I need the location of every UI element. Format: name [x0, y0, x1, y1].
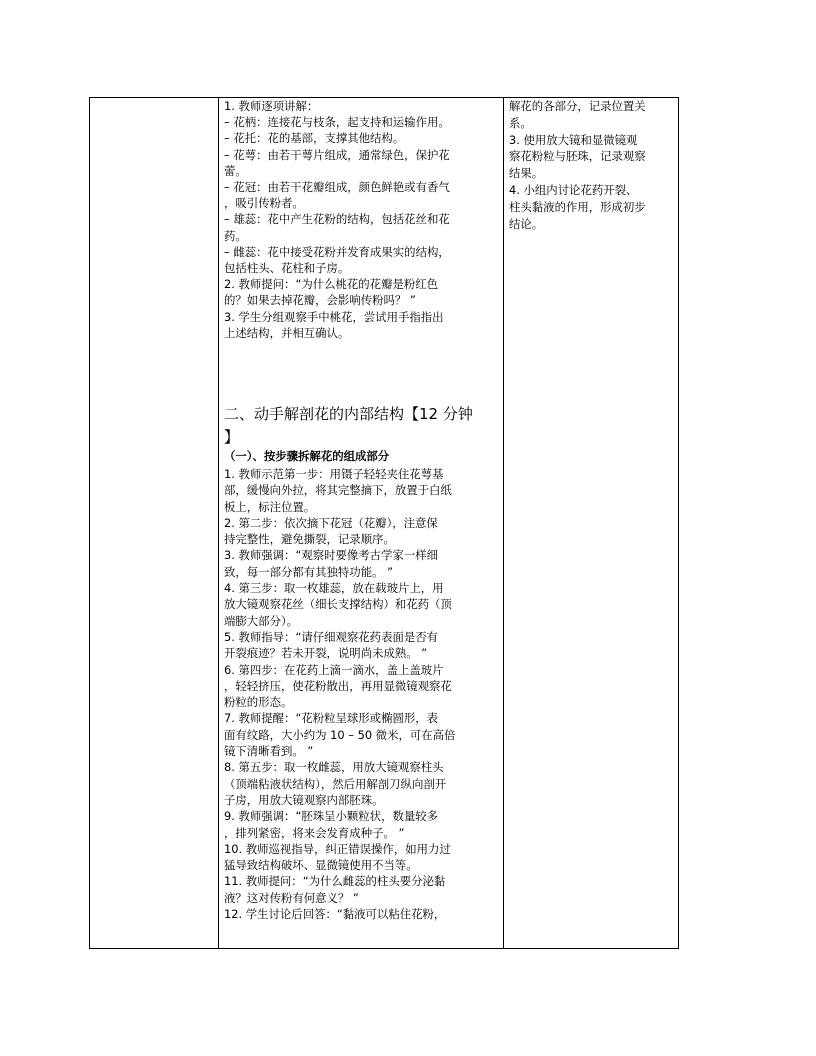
lesson-plan-table [89, 97, 679, 949]
text-line: 10. 教师巡视指导，纠正错误操作，如用力过 [224, 841, 451, 856]
text-line: 6. 第四步：在花药上滴一滴水，盖上盖玻片 [224, 662, 444, 677]
text-line: – 雌蕊：花中接受花粉并发育成果实的结构， [224, 244, 450, 259]
text-line: 结论。 [509, 216, 544, 231]
section-heading [224, 403, 496, 449]
text-line: 粉粒的形态。 [224, 695, 293, 710]
text-line: ，吸引传粉者。 [224, 196, 304, 211]
teacher-activities-cell [224, 98, 496, 341]
text-line: 板上，标注位置。 [224, 499, 316, 514]
text-line: 3. 学生分组观察手中桃花，尝试用手指指出 [224, 309, 444, 324]
text-line: 5. 教师指导：“请仔细观察花药表面是否有 [224, 629, 439, 644]
column-divider-right [503, 98, 504, 948]
text-line: 子房，用放大镜观察内部胚珠。 [224, 792, 384, 807]
sub-heading: （一）、按步骤拆解花的组成部分 [224, 449, 390, 463]
dissection-steps [224, 466, 496, 922]
text-line: 察花粉粒与胚珠，记录观察 [509, 149, 646, 164]
text-line: 3. 使用放大镜和显微镜观 [509, 132, 638, 147]
text-line: 柱头黏液的作用，形成初步 [509, 199, 646, 214]
text-line: 12. 学生讨论后回答：“黏液可以粘住花粉， [224, 907, 446, 922]
text-line: 镜下清晰看到。 ” [224, 744, 314, 759]
text-line: ，轻轻挤压，使花粉散出，再用显微镜观察花 [224, 678, 452, 693]
text-line: 2. 第二步：依次摘下花冠（花瓣），注意保 [224, 515, 438, 530]
student-activities-cell [509, 98, 675, 232]
text-line: – 花柄：连接花与枝条，起支持和运输作用。 [224, 115, 450, 130]
text-line: 4. 小组内讨论花药开裂、 [509, 182, 638, 197]
text-line: ，排列紧密，将来会发育成种子。 ” [224, 825, 405, 840]
text-line: 7. 教师提醒：“花粉粒呈球形或椭圆形，表 [224, 711, 439, 726]
text-line: 持完整性，避免撕裂，记录顺序。 [224, 532, 395, 547]
text-line: 1. 教师逐项讲解： [224, 99, 319, 113]
text-line: 蕾。 [224, 163, 247, 178]
text-line: 11. 教师提问：“为什么雌蕊的柱头要分泌黏 [224, 874, 446, 889]
text-line: 开裂痕迹？若未开裂，说明尚未成熟。 ” [224, 646, 428, 661]
text-line: 致，每一部分都有其独特功能。 ” [224, 564, 393, 579]
text-line: – 花托：花的基部，支撑其他结构。 [224, 131, 405, 146]
text-line: 1. 教师示范第一步：用镊子轻轻夹住花萼基 [224, 467, 444, 481]
text-line: 部，缓慢向外拉，将其完整摘下，放置于白纸 [224, 483, 452, 498]
text-line: 3. 教师强调：“观察时要像考古学家一样细 [224, 548, 439, 563]
text-line: 9. 教师强调：“胚珠呈小颗粒状，数量较多 [224, 809, 439, 824]
text-line: 液？这对传粉有何意义？ ” [224, 890, 359, 905]
text-line: – 雄蕊：花中产生花粉的结构，包括花丝和花 [224, 212, 450, 227]
text-line: 面有纹路，大小约为 10 – 50 微米，可在高倍 [224, 727, 456, 742]
text-line: 2. 教师提问：“为什么桃花的花瓣是粉红色 [224, 277, 439, 292]
text-line: 4. 第三步：取一枚雄蕊，放在载玻片上，用 [224, 581, 444, 596]
text-line: （顶端粘液状结构），然后用解剖刀纵向剖开 [224, 776, 447, 791]
section-heading-line: 】 [224, 428, 240, 446]
text-line: 包括柱头、花柱和子房。 [224, 261, 350, 276]
text-line: 结果。 [509, 166, 544, 181]
text-line: 猛导致结构破坏、显微镜使用不当等。 [224, 858, 418, 873]
column-divider-left [218, 98, 219, 948]
text-line: 放大镜观察花丝（细长支撑结构）和花药（顶 [224, 597, 452, 612]
text-line: 上述结构，并相互确认。 [224, 325, 350, 340]
text-line: 解花的各部分，记录位置关 [509, 99, 646, 113]
section-heading-line: 二、动手解剖花的内部结构【12 分钟 [224, 405, 473, 423]
text-line: 系。 [509, 115, 532, 130]
text-line: 的？如果去掉花瓣，会影响传粉吗？ ” [224, 293, 416, 308]
text-line: – 花冠：由若干花瓣组成，颜色鲜艳或有香气 [224, 180, 450, 195]
text-line: – 花萼：由若干萼片组成，通常绿色，保护花 [224, 147, 450, 162]
text-line: 药。 [224, 228, 247, 243]
text-line: 端膨大部分）。 [224, 613, 299, 628]
text-line: 8. 第五步：取一枚雌蕊，用放大镜观察柱头 [224, 760, 444, 775]
